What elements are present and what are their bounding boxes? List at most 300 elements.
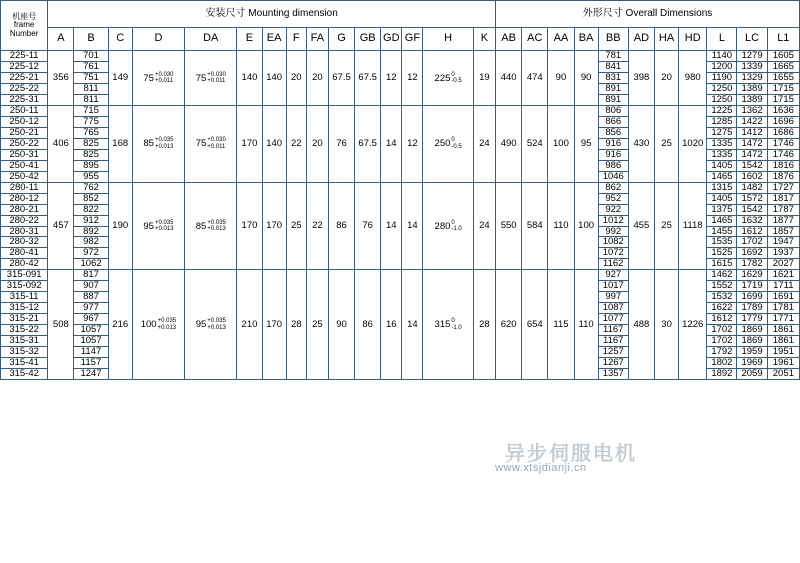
cell-K: 24	[473, 182, 495, 270]
cell-C: 190	[108, 182, 132, 270]
cell-B: 751	[74, 72, 108, 83]
header-col-L: L	[707, 28, 737, 51]
cell-BA: 110	[574, 270, 598, 380]
cell-GB: 67.5	[355, 105, 381, 182]
cell-L: 1535	[707, 237, 737, 248]
cell-frame-number: 250-21	[1, 127, 48, 138]
cell-L: 1702	[707, 325, 737, 336]
cell-K: 19	[473, 51, 495, 106]
cell-B: 1147	[74, 347, 108, 358]
cell-L1: 2027	[767, 259, 799, 270]
cell-frame-number: 315-091	[1, 270, 48, 281]
cell-B: 1157	[74, 358, 108, 369]
cell-frame-number: 280-32	[1, 237, 48, 248]
cell-L1: 1715	[767, 94, 799, 105]
cell-AB: 550	[496, 182, 522, 270]
cell-E: 140	[237, 51, 262, 106]
cell-HD: 1118	[679, 182, 707, 270]
cell-L1: 1746	[767, 138, 799, 149]
cell-F: 28	[286, 270, 306, 380]
cell-G: 86	[328, 182, 354, 270]
cell-frame-number: 225-21	[1, 72, 48, 83]
cell-BB: 891	[598, 83, 628, 94]
cell-frame-number: 250-11	[1, 105, 48, 116]
cell-FA: 20	[306, 105, 328, 182]
cell-LC: 1542	[737, 160, 767, 171]
cell-L: 1615	[707, 259, 737, 270]
watermark-brand: 异步伺服电机	[505, 443, 637, 465]
cell-BB: 952	[598, 193, 628, 204]
cell-BB: 1162	[598, 259, 628, 270]
cell-B: 817	[74, 270, 108, 281]
header-col-H: H	[423, 28, 473, 51]
cell-AA: 90	[548, 51, 574, 106]
cell-L: 1792	[707, 347, 737, 358]
cell-frame-number: 315-21	[1, 314, 48, 325]
header-group-overall: 外形尺寸 Overall Dimensions	[496, 1, 800, 28]
cell-L: 1285	[707, 116, 737, 127]
cell-LC: 1629	[737, 270, 767, 281]
cell-L1: 1877	[767, 215, 799, 226]
cell-EA: 140	[262, 51, 286, 106]
cell-B: 822	[74, 204, 108, 215]
cell-L1: 1691	[767, 292, 799, 303]
cell-L: 1465	[707, 215, 737, 226]
cell-FA: 20	[306, 51, 328, 106]
cell-HD: 980	[679, 51, 707, 106]
cell-B: 977	[74, 303, 108, 314]
cell-BB: 841	[598, 61, 628, 72]
cell-AD: 398	[628, 51, 654, 106]
header-col-K: K	[473, 28, 495, 51]
cell-AD: 455	[628, 182, 654, 270]
cell-LC: 1782	[737, 259, 767, 270]
cell-B: 825	[74, 149, 108, 160]
cell-B: 701	[74, 51, 108, 62]
cell-B: 1057	[74, 325, 108, 336]
cell-GB: 86	[355, 270, 381, 380]
header-col-FA: FA	[306, 28, 328, 51]
cell-EA: 170	[262, 182, 286, 270]
cell-frame-number: 315-41	[1, 358, 48, 369]
header-frame-number	[1, 1, 48, 51]
cell-LC: 1702	[737, 237, 767, 248]
cell-frame-number: 225-12	[1, 61, 48, 72]
cell-L1: 1951	[767, 347, 799, 358]
header-group-mounting: 安装尺寸 Mounting dimension	[48, 1, 496, 28]
header-col-GB: GB	[355, 28, 381, 51]
cell-BB: 831	[598, 72, 628, 83]
cell-L1: 1711	[767, 281, 799, 292]
cell-B: 967	[74, 314, 108, 325]
cell-frame-number: 280-41	[1, 248, 48, 259]
cell-AD: 488	[628, 270, 654, 380]
header-col-B: B	[74, 28, 108, 51]
cell-L: 1190	[707, 72, 737, 83]
cell-L1: 1787	[767, 204, 799, 215]
cell-L1: 1857	[767, 226, 799, 237]
cell-BB: 1082	[598, 237, 628, 248]
cell-L1: 1947	[767, 237, 799, 248]
cell-LC: 1389	[737, 83, 767, 94]
cell-GD: 14	[381, 105, 402, 182]
cell-B: 1062	[74, 259, 108, 270]
cell-LC: 1969	[737, 358, 767, 369]
cell-L: 1335	[707, 138, 737, 149]
cell-A: 356	[48, 51, 74, 106]
cell-E: 210	[237, 270, 262, 380]
cell-L: 1702	[707, 336, 737, 347]
cell-L: 1622	[707, 303, 737, 314]
cell-AC: 474	[522, 51, 548, 106]
header-col-AD: AD	[628, 28, 654, 51]
cell-frame-number: 280-42	[1, 259, 48, 270]
cell-GF: 14	[402, 182, 423, 270]
watermark-url: www.xtsjdianji.cn	[495, 462, 587, 474]
cell-FA: 22	[306, 182, 328, 270]
header-column-row	[1, 28, 800, 51]
cell-L: 1892	[707, 369, 737, 380]
cell-LC: 1389	[737, 94, 767, 105]
cell-B: 955	[74, 171, 108, 182]
cell-L: 1140	[707, 51, 737, 62]
cell-L: 1225	[707, 105, 737, 116]
cell-C: 168	[108, 105, 132, 182]
cell-BB: 922	[598, 204, 628, 215]
header-frame-number-en1: frame	[13, 20, 35, 30]
cell-frame-number: 315-092	[1, 281, 48, 292]
cell-LC: 1339	[737, 61, 767, 72]
cell-L: 1525	[707, 248, 737, 259]
cell-L: 1462	[707, 270, 737, 281]
cell-DA: 95 +0.035 +0.013	[185, 270, 237, 380]
cell-B: 982	[74, 237, 108, 248]
cell-EA: 170	[262, 270, 286, 380]
cell-BB: 1072	[598, 248, 628, 259]
cell-BB: 806	[598, 105, 628, 116]
cell-K: 28	[473, 270, 495, 380]
cell-BB: 992	[598, 226, 628, 237]
header-col-F: F	[286, 28, 306, 51]
cell-LC: 1362	[737, 105, 767, 116]
cell-HD: 1020	[679, 105, 707, 182]
cell-EA: 140	[262, 105, 286, 182]
cell-D: 75 +0.030 +0.011	[132, 51, 184, 106]
cell-frame-number: 280-11	[1, 182, 48, 193]
cell-LC: 1869	[737, 336, 767, 347]
cell-GF: 12	[402, 51, 423, 106]
cell-AB: 620	[496, 270, 522, 380]
cell-C: 149	[108, 51, 132, 106]
cell-L: 1465	[707, 171, 737, 182]
cell-D: 85 +0.035 +0.013	[132, 105, 184, 182]
cell-HD: 1226	[679, 270, 707, 380]
cell-LC: 1719	[737, 281, 767, 292]
cell-L1: 1861	[767, 325, 799, 336]
cell-LC: 1692	[737, 248, 767, 259]
cell-L: 1552	[707, 281, 737, 292]
cell-frame-number: 250-31	[1, 149, 48, 160]
cell-AA: 100	[548, 105, 574, 182]
header-group-row	[1, 1, 800, 28]
cell-A: 508	[48, 270, 74, 380]
header-col-E: E	[237, 28, 262, 51]
cell-F: 22	[286, 105, 306, 182]
cell-D: 100 +0.035 +0.013	[132, 270, 184, 380]
cell-L: 1405	[707, 160, 737, 171]
cell-L1: 1746	[767, 149, 799, 160]
header-col-BA: BA	[574, 28, 598, 51]
cell-H: 225 0 -0.5	[423, 51, 473, 106]
cell-AC: 584	[522, 182, 548, 270]
cell-AA: 110	[548, 182, 574, 270]
header-col-C: C	[108, 28, 132, 51]
cell-frame-number: 225-22	[1, 83, 48, 94]
cell-B: 715	[74, 105, 108, 116]
cell-frame-number: 315-31	[1, 336, 48, 347]
cell-frame-number: 315-42	[1, 369, 48, 380]
cell-A: 406	[48, 105, 74, 182]
cell-BB: 866	[598, 116, 628, 127]
cell-B: 887	[74, 292, 108, 303]
cell-H: 250 0 -0.5	[423, 105, 473, 182]
cell-L1: 1861	[767, 336, 799, 347]
cell-DA: 75 +0.030 +0.011	[185, 51, 237, 106]
cell-LC: 1279	[737, 51, 767, 62]
cell-B: 811	[74, 83, 108, 94]
cell-L1: 1817	[767, 193, 799, 204]
header-col-HA: HA	[655, 28, 679, 51]
cell-LC: 2059	[737, 369, 767, 380]
cell-BB: 1167	[598, 325, 628, 336]
cell-L: 1335	[707, 149, 737, 160]
cell-GB: 67.5	[355, 51, 381, 106]
cell-B: 1247	[74, 369, 108, 380]
header-col-G: G	[328, 28, 354, 51]
cell-LC: 1472	[737, 149, 767, 160]
cell-BB: 1267	[598, 358, 628, 369]
cell-E: 170	[237, 105, 262, 182]
cell-B: 912	[74, 215, 108, 226]
cell-AB: 490	[496, 105, 522, 182]
cell-L1: 1816	[767, 160, 799, 171]
cell-B: 765	[74, 127, 108, 138]
cell-LC: 1542	[737, 204, 767, 215]
cell-F: 25	[286, 182, 306, 270]
header-col-AA: AA	[548, 28, 574, 51]
cell-GD: 12	[381, 51, 402, 106]
cell-L1: 1771	[767, 314, 799, 325]
table-row	[1, 105, 800, 116]
cell-F: 20	[286, 51, 306, 106]
cell-L1: 1605	[767, 51, 799, 62]
cell-frame-number: 250-42	[1, 171, 48, 182]
cell-LC: 1789	[737, 303, 767, 314]
cell-B: 811	[74, 94, 108, 105]
cell-L: 1532	[707, 292, 737, 303]
cell-BB: 862	[598, 182, 628, 193]
cell-L: 1315	[707, 182, 737, 193]
cell-GD: 14	[381, 182, 402, 270]
cell-LC: 1422	[737, 116, 767, 127]
cell-frame-number: 225-31	[1, 94, 48, 105]
cell-BB: 1017	[598, 281, 628, 292]
cell-L: 1455	[707, 226, 737, 237]
cell-BB: 781	[598, 51, 628, 62]
cell-frame-number: 315-11	[1, 292, 48, 303]
cell-BB: 1046	[598, 171, 628, 182]
header-col-DA: DA	[185, 28, 237, 51]
cell-LC: 1602	[737, 171, 767, 182]
cell-L1: 1727	[767, 182, 799, 193]
header-col-AB: AB	[496, 28, 522, 51]
cell-frame-number: 250-41	[1, 160, 48, 171]
cell-BB: 916	[598, 138, 628, 149]
cell-E: 170	[237, 182, 262, 270]
header-col-L1: L1	[767, 28, 799, 51]
header-col-HD: HD	[679, 28, 707, 51]
cell-L1: 1686	[767, 127, 799, 138]
cell-A: 457	[48, 182, 74, 270]
cell-L1: 1937	[767, 248, 799, 259]
cell-B: 895	[74, 160, 108, 171]
cell-B: 762	[74, 182, 108, 193]
cell-B: 1057	[74, 336, 108, 347]
cell-AB: 440	[496, 51, 522, 106]
cell-B: 892	[74, 226, 108, 237]
cell-BA: 100	[574, 182, 598, 270]
cell-HA: 25	[655, 182, 679, 270]
cell-C: 216	[108, 270, 132, 380]
cell-G: 90	[328, 270, 354, 380]
header-col-A: A	[48, 28, 74, 51]
cell-L1: 1781	[767, 303, 799, 314]
cell-LC: 1779	[737, 314, 767, 325]
cell-LC: 1482	[737, 182, 767, 193]
cell-LC: 1632	[737, 215, 767, 226]
table-header	[1, 1, 800, 51]
cell-BB: 1357	[598, 369, 628, 380]
cell-L: 1250	[707, 83, 737, 94]
header-col-GF: GF	[402, 28, 423, 51]
cell-frame-number: 280-21	[1, 204, 48, 215]
header-col-LC: LC	[737, 28, 767, 51]
cell-L1: 1696	[767, 116, 799, 127]
table-row	[1, 182, 800, 193]
cell-GF: 12	[402, 105, 423, 182]
cell-HA: 20	[655, 51, 679, 106]
cell-BB: 997	[598, 292, 628, 303]
cell-L1: 1621	[767, 270, 799, 281]
header-frame-number-en2: Number	[9, 28, 39, 38]
cell-BB: 856	[598, 127, 628, 138]
cell-LC: 1329	[737, 72, 767, 83]
cell-B: 852	[74, 193, 108, 204]
cell-L1: 1715	[767, 83, 799, 94]
cell-LC: 1699	[737, 292, 767, 303]
cell-frame-number: 250-22	[1, 138, 48, 149]
cell-L: 1200	[707, 61, 737, 72]
cell-H: 280 0 -1.0	[423, 182, 473, 270]
cell-BB: 891	[598, 94, 628, 105]
table-body	[1, 51, 800, 380]
cell-G: 67.5	[328, 51, 354, 106]
header-col-GD: GD	[381, 28, 402, 51]
cell-LC: 1612	[737, 226, 767, 237]
cell-frame-number: 225-11	[1, 51, 48, 62]
cell-B: 907	[74, 281, 108, 292]
cell-B: 775	[74, 116, 108, 127]
cell-AD: 430	[628, 105, 654, 182]
table-row	[1, 270, 800, 281]
cell-LC: 1869	[737, 325, 767, 336]
cell-G: 76	[328, 105, 354, 182]
cell-DA: 85 +0.035 +0.013	[185, 182, 237, 270]
cell-LC: 1572	[737, 193, 767, 204]
cell-BB: 927	[598, 270, 628, 281]
cell-frame-number: 315-32	[1, 347, 48, 358]
cell-frame-number: 280-12	[1, 193, 48, 204]
cell-L1: 1655	[767, 72, 799, 83]
cell-frame-number: 250-12	[1, 116, 48, 127]
header-frame-number-cn: 机座号	[12, 11, 37, 21]
cell-BB: 1012	[598, 215, 628, 226]
cell-B: 972	[74, 248, 108, 259]
cell-BB: 916	[598, 149, 628, 160]
table-row	[1, 51, 800, 62]
cell-LC: 1412	[737, 127, 767, 138]
cell-L1: 1876	[767, 171, 799, 182]
cell-frame-number: 280-22	[1, 215, 48, 226]
cell-GF: 14	[402, 270, 423, 380]
cell-H: 315 0 -1.0	[423, 270, 473, 380]
header-col-AC: AC	[522, 28, 548, 51]
cell-D: 95 +0.035 +0.013	[132, 182, 184, 270]
cell-GD: 16	[381, 270, 402, 380]
cell-AC: 524	[522, 105, 548, 182]
cell-L: 1375	[707, 204, 737, 215]
cell-L1: 1961	[767, 358, 799, 369]
cell-DA: 75 +0.030 +0.011	[185, 105, 237, 182]
cell-frame-number: 280-31	[1, 226, 48, 237]
cell-HA: 30	[655, 270, 679, 380]
header-col-EA: EA	[262, 28, 286, 51]
cell-B: 825	[74, 138, 108, 149]
cell-K: 24	[473, 105, 495, 182]
cell-L: 1612	[707, 314, 737, 325]
cell-LC: 1959	[737, 347, 767, 358]
header-col-BB: BB	[598, 28, 628, 51]
cell-BA: 90	[574, 51, 598, 106]
cell-HA: 25	[655, 105, 679, 182]
cell-L1: 2051	[767, 369, 799, 380]
cell-L1: 1665	[767, 61, 799, 72]
cell-L: 1250	[707, 94, 737, 105]
cell-AA: 115	[548, 270, 574, 380]
header-col-D: D	[132, 28, 184, 51]
cell-BB: 1167	[598, 336, 628, 347]
cell-frame-number: 315-12	[1, 303, 48, 314]
cell-AC: 654	[522, 270, 548, 380]
cell-BA: 95	[574, 105, 598, 182]
cell-FA: 25	[306, 270, 328, 380]
cell-L1: 1636	[767, 105, 799, 116]
cell-frame-number: 315-22	[1, 325, 48, 336]
cell-L: 1275	[707, 127, 737, 138]
cell-B: 761	[74, 61, 108, 72]
cell-BB: 986	[598, 160, 628, 171]
cell-L: 1802	[707, 358, 737, 369]
